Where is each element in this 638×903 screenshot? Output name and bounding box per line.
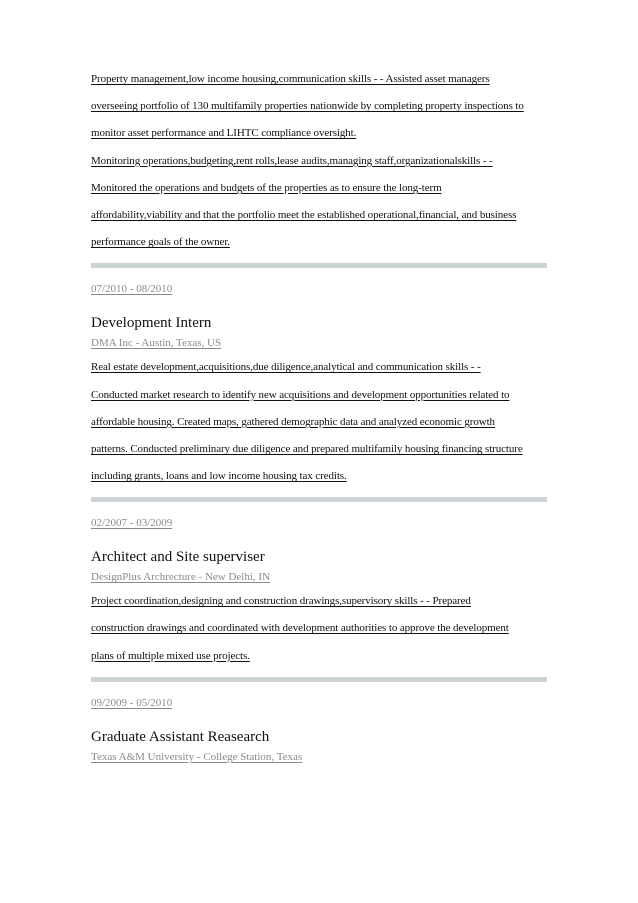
description-line: monitor asset performance and LIHTC compliance oversight.	[91, 127, 357, 140]
description-line: performance goals of the owner.	[91, 236, 230, 249]
job-entry	[91, 516, 547, 676]
section-divider	[91, 497, 547, 502]
section-divider	[91, 263, 547, 268]
description-line: including grants, loans and low income housing tax credits.	[91, 470, 347, 483]
resume-page	[91, 72, 547, 774]
job-company: DMA Inc - Austin, Texas, US	[91, 337, 222, 350]
job-company: DesignPlus Archrecture - New Delhi, IN	[91, 571, 271, 584]
job-title: Graduate Assistant Reasearch	[91, 728, 270, 745]
description-line: overseeing portfolio of 130 multifamily properties nationwide by completing property inspections to	[91, 100, 524, 113]
description-line: affordable housing. Created maps, gathered demographic data and analyzed economic growth	[91, 415, 495, 428]
job-entry	[91, 696, 547, 764]
description-line: affordability,viability and that the portfolio meet the established operational,financial, and business	[91, 208, 517, 221]
description-line: Monitoring operations,budgeting,rent rolls,lease audits,managing staff,organizationalskills - -	[91, 154, 493, 167]
description-line: Conducted market research to identify new acquisitions and development opportunities related to	[91, 388, 510, 401]
job-title: Architect and Site superviser	[91, 549, 265, 566]
section-divider	[91, 677, 547, 682]
job-dates: 07/2010 - 08/2010	[91, 283, 173, 296]
job-title: Development Intern	[91, 315, 212, 332]
description-line: Property management,low income housing,communication skills - - Assisted asset managers	[91, 73, 490, 85]
description-line: patterns. Conducted preliminary due diligence and prepared multifamily housing financing structure	[91, 442, 523, 455]
description-line: Monitored the operations and budgets of the properties as to ensure the long-term	[91, 181, 442, 194]
job-entry	[91, 282, 547, 496]
description-line: plans of multiple mixed use projects.	[91, 649, 250, 662]
description-line: Project coordination,designing and construction drawings,supervisory skills - - Prepared	[91, 595, 471, 608]
description-line: construction drawings and coordinated with development authorities to approve the development	[91, 622, 509, 635]
job-dates: 09/2009 - 05/2010	[91, 696, 173, 709]
description-line: Real estate development,acquisitions,due diligence,analytical and communication skills - -	[91, 361, 481, 374]
job-company: Texas A&M University - College Station, Texas	[91, 750, 303, 763]
job-dates: 02/2007 - 03/2009	[91, 517, 173, 530]
intro-description	[91, 72, 547, 262]
